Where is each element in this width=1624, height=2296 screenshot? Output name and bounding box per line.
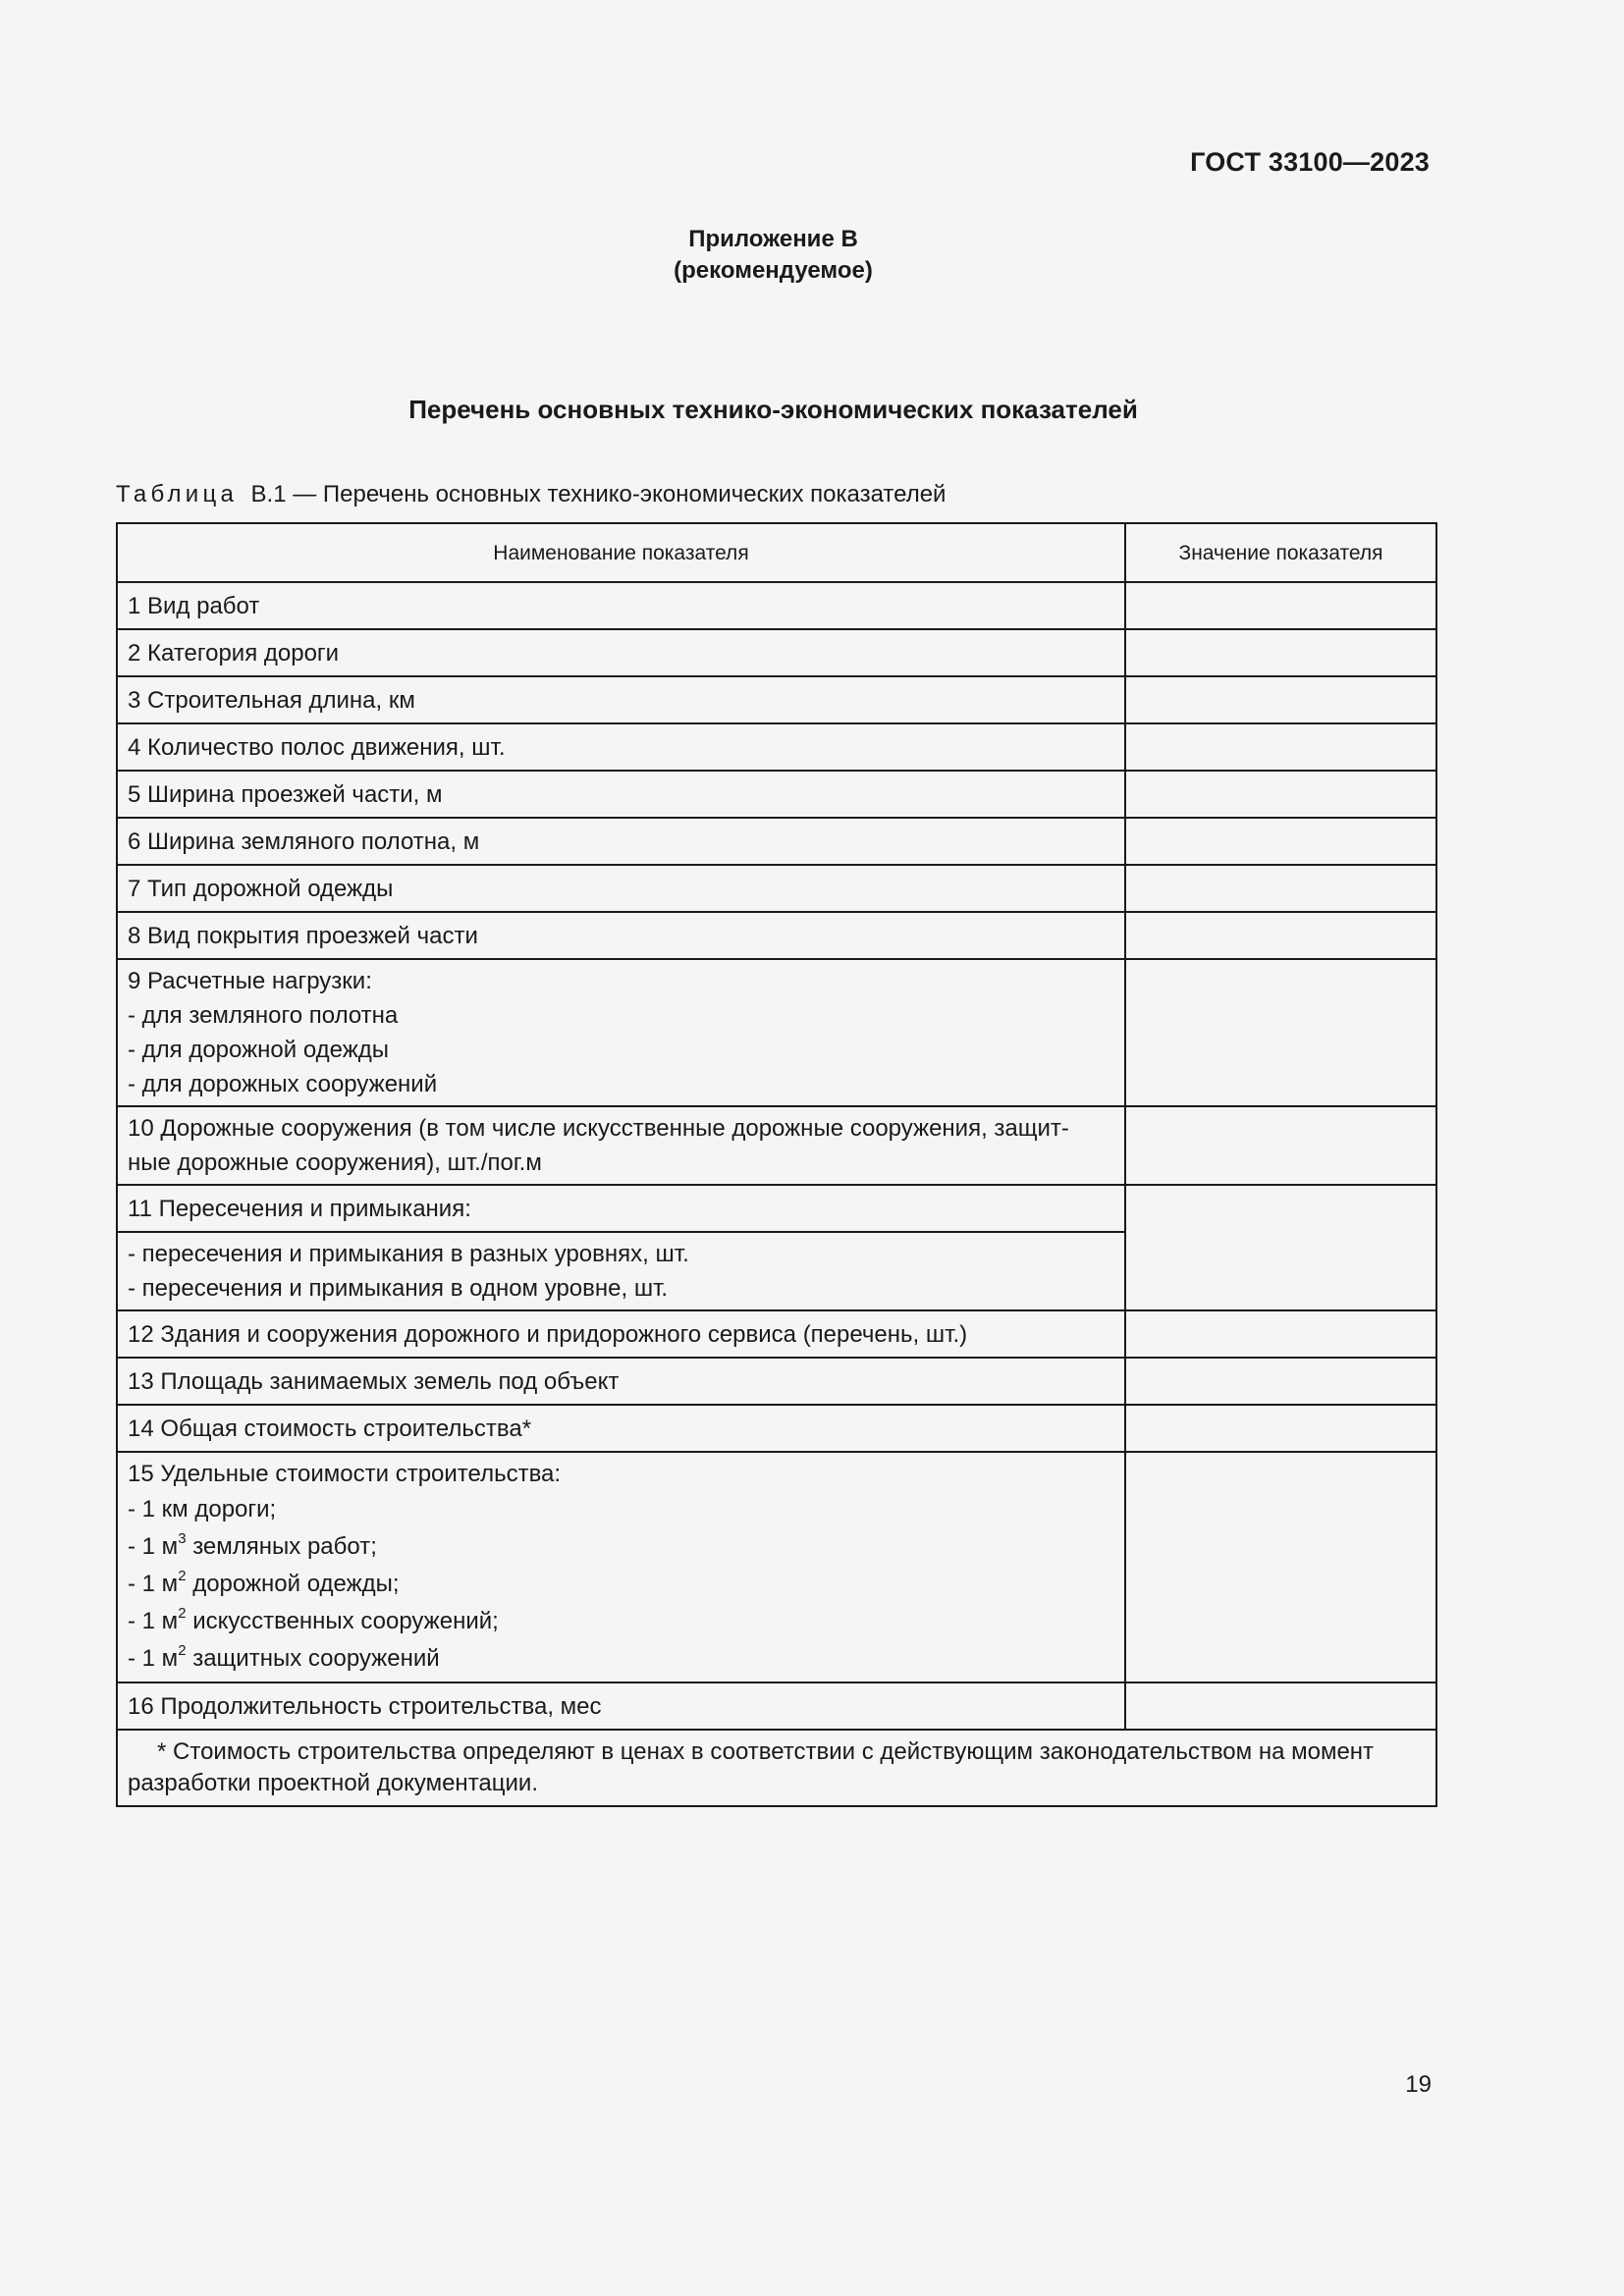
section-title: Перечень основных технико-экономических показателей xyxy=(408,395,1138,424)
item-exponent: 2 xyxy=(178,1642,187,1659)
table-row xyxy=(117,1185,1436,1232)
table-row xyxy=(117,959,1436,1106)
indicator-name-cell xyxy=(117,959,1125,1106)
indicator-value-cell xyxy=(1125,818,1436,865)
appendix-title: Приложение В xyxy=(688,226,858,252)
indicator-name-cell xyxy=(117,1358,1125,1405)
indicator-name-cell xyxy=(117,912,1125,959)
table-row xyxy=(117,818,1436,865)
indicator-name-cell xyxy=(117,818,1125,865)
indicator-sub-item xyxy=(128,1528,1114,1566)
footnote-row xyxy=(117,1730,1436,1806)
table-row xyxy=(117,676,1436,723)
indicator-name: 8 Вид покрытия проезжей части xyxy=(128,922,478,949)
table-row xyxy=(117,912,1436,959)
indicator-name: 14 Общая стоимость строительства* xyxy=(128,1415,532,1442)
indicator-name: 9 Расчетные нагрузки: xyxy=(128,968,372,994)
indicator-name-cell xyxy=(117,1106,1125,1185)
indicator-name-cell xyxy=(117,1232,1125,1310)
indicator-value-cell xyxy=(1125,1682,1436,1730)
indicator-sub-item xyxy=(128,1491,1114,1528)
indicator-name-cell xyxy=(117,582,1125,629)
indicator-value-cell xyxy=(1125,865,1436,912)
item-prefix: - 1 м xyxy=(128,1645,179,1672)
table-row xyxy=(117,865,1436,912)
indicator-sub-item xyxy=(128,1640,1114,1678)
table-row xyxy=(117,582,1436,629)
indicator-name-cell xyxy=(117,676,1125,723)
indicator-value-cell xyxy=(1125,1185,1436,1310)
indicator-name: 6 Ширина земляного полотна, м xyxy=(128,828,480,855)
indicator-name-cell xyxy=(117,1405,1125,1452)
table-row xyxy=(117,1405,1436,1452)
table-caption-label: Таблица xyxy=(116,481,239,507)
table-row xyxy=(117,723,1436,771)
page-number: 19 xyxy=(1405,2071,1432,2098)
table-row xyxy=(117,771,1436,818)
item-exponent: 3 xyxy=(178,1530,187,1547)
indicator-name: - для дорожной одежды xyxy=(128,1037,390,1063)
item-prefix: - 1 км дороги; xyxy=(128,1496,277,1522)
table-body xyxy=(117,582,1436,1806)
indicator-name-cell xyxy=(117,1310,1125,1358)
indicator-name: 7 Тип дорожной одежды xyxy=(128,875,394,902)
indicator-name-cell xyxy=(117,1185,1125,1232)
indicator-name-cell xyxy=(117,865,1125,912)
item-suffix: защитных сооружений xyxy=(186,1645,440,1672)
table-caption-text: В.1 — Перечень основных технико-экономических показателей xyxy=(250,481,947,507)
indicator-name-cell xyxy=(117,771,1125,818)
column-header-name: Наименование показателя xyxy=(117,523,1125,582)
indicator-value-cell xyxy=(1125,1106,1436,1185)
indicator-name: 3 Строительная длина, км xyxy=(128,686,415,714)
table-caption xyxy=(116,481,946,508)
document-code: ГОСТ 33100—2023 xyxy=(1190,147,1430,177)
indicator-name: 2 Категория дороги xyxy=(128,639,340,667)
table-header-row xyxy=(117,523,1436,582)
indicator-value-cell xyxy=(1125,1358,1436,1405)
item-prefix: - 1 м xyxy=(128,1608,179,1634)
indicator-name: - для земляного полотна xyxy=(128,1002,399,1029)
column-header-value: Значение показателя xyxy=(1125,523,1436,582)
item-exponent: 2 xyxy=(178,1568,187,1584)
indicator-name-cell xyxy=(117,629,1125,676)
indicator-value-cell xyxy=(1125,582,1436,629)
indicator-value-cell xyxy=(1125,771,1436,818)
indicator-value-cell xyxy=(1125,1405,1436,1452)
item-suffix: дорожной одежды; xyxy=(186,1571,400,1597)
indicator-name: ные дорожные сооружения), шт./пог.м xyxy=(128,1149,542,1176)
indicator-name: 5 Ширина проезжей части, м xyxy=(128,780,443,808)
table-row xyxy=(117,1682,1436,1730)
indicator-name: 11 Пересечения и примыкания: xyxy=(128,1195,471,1222)
table-row xyxy=(117,1106,1436,1185)
indicator-name: 16 Продолжительность строительства, мес xyxy=(128,1692,602,1720)
indicator-value-cell xyxy=(1125,1310,1436,1358)
indicator-name: 1 Вид работ xyxy=(128,592,260,619)
indicator-value-cell xyxy=(1125,723,1436,771)
indicator-name: 4 Количество полос движения, шт. xyxy=(128,733,506,761)
indicator-name-cell xyxy=(117,723,1125,771)
table-row xyxy=(117,629,1436,676)
indicator-value-cell xyxy=(1125,676,1436,723)
indicator-name: - для дорожных сооружений xyxy=(128,1071,438,1097)
item-suffix: земляных работ; xyxy=(186,1533,377,1560)
indicator-sub-item xyxy=(128,1566,1114,1603)
indicator-sub-item xyxy=(128,1603,1114,1640)
item-exponent: 2 xyxy=(178,1605,187,1622)
indicator-value-cell xyxy=(1125,1452,1436,1682)
appendix-note: (рекомендуемое) xyxy=(674,257,873,284)
table-footnote xyxy=(117,1730,1436,1806)
item-prefix: - 1 м xyxy=(128,1571,179,1597)
table-row xyxy=(117,1452,1436,1682)
indicator-value-cell xyxy=(1125,912,1436,959)
indicator-value-cell xyxy=(1125,959,1436,1106)
indicator-sub-item: - пересечения и примыкания в одном уровне, шт. xyxy=(128,1275,669,1302)
footnote-text: * Стоимость строительства определяют в ценах в соответствии с действующим законодательством на момент разработки проектной документации. xyxy=(128,1738,1375,1796)
indicator-name: 15 Удельные стоимости строительства: xyxy=(128,1461,562,1487)
indicator-name: 12 Здания и сооружения дорожного и придорожного сервиса (перечень, шт.) xyxy=(128,1320,968,1348)
appendix-heading xyxy=(0,224,1546,287)
indicator-value-cell xyxy=(1125,629,1436,676)
indicator-name: 13 Площадь занимаемых земель под объект xyxy=(128,1367,620,1395)
indicator-name: 10 Дорожные сооружения (в том числе искусственные дорожные сооружения, защит- xyxy=(128,1115,1069,1142)
indicator-sub-item: - пересечения и примыкания в разных уровнях, шт. xyxy=(128,1241,689,1267)
table-row xyxy=(117,1358,1436,1405)
table-row xyxy=(117,1310,1436,1358)
indicator-name-cell xyxy=(117,1682,1125,1730)
item-prefix: - 1 м xyxy=(128,1533,179,1560)
item-suffix: искусственных сооружений; xyxy=(186,1608,499,1634)
indicators-table xyxy=(116,522,1437,1807)
indicator-name-cell xyxy=(117,1452,1125,1682)
